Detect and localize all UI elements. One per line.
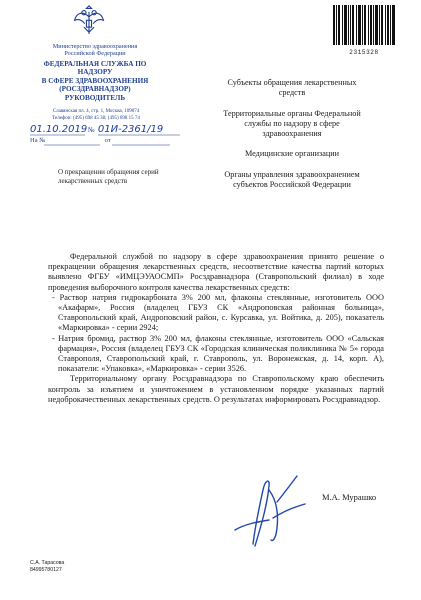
- list-item: - Натрия бромид, раствор 3% 200 мл, флаконы стеклянные, изготовитель ООО «Сальская фармация», Россия (владелец ГБУЗ СК «Городская клиническая поликлиника № 5» города Ставрополя, Ставропольский край, г. Ставрополь, ул. Воронежская, д. 14, корп. А), показатели: «Упаковка», «Маркировка» - серии 3526.: [52, 333, 384, 374]
- reference-line: На № от: [30, 137, 111, 144]
- batch-list: [48, 293, 384, 375]
- registration-number: № 01И-2361/19: [88, 124, 164, 135]
- ministry-name: Министерство здравоохранения Российской Федерации: [52, 43, 138, 58]
- signature-icon: [225, 468, 315, 553]
- executor-phone: 84995780127: [30, 566, 62, 573]
- registration-date: 01.10.2019: [30, 124, 88, 135]
- letter-body: [48, 252, 384, 405]
- recipients-block: [216, 78, 368, 200]
- barcode-icon: [333, 5, 395, 45]
- address: Славянская пл. 4, стр. 1, Москва, 109074 Телефон: (495) 698 45 38; (495) 698 15 74: [52, 109, 140, 121]
- executor-name: С.А. Тарасова: [30, 560, 65, 566]
- barcode-number: 2315328: [349, 49, 379, 56]
- coat-of-arms-icon: [72, 5, 106, 39]
- head-title: РУКОВОДИТЕЛЬ: [64, 94, 126, 102]
- signer-name: М.А. Мурашко: [322, 492, 377, 502]
- list-item: - Раствор натрия гидрокарбоната 3% 200 мл, флаконы стеклянные, изготовитель ООО «Акафарм», Россия (владелец ГБУЗ СК «Андроповская районная больница», Ставропольский край, Андроповский район, с. Курсавка, ул. Войтика, д. 205), показатель «Маркировка» - серии 2924;: [52, 292, 384, 333]
- recipient: Органы управления здравоохранением субъектов Российской Федерации: [224, 169, 360, 189]
- subject: О прекращении обращения серий лекарственных средств: [58, 168, 159, 185]
- service-name: ФЕДЕРАЛЬНАЯ СЛУЖБА ПО НАДЗОРУ В СФЕРЕ ЗДРАВООХРАНЕНИЯ (РОСЗДРАВНАДЗОР): [41, 60, 149, 93]
- recipient: Субъекты обращения лекарственных средств: [227, 78, 357, 97]
- recipient: Медицинские организации: [244, 149, 340, 158]
- intro-paragraph: Федеральной службой по надзору в сфере здравоохранения принято решение о прекращении обращения лекарственных средств, несоответствие качества партий которых выявлено ФГБУ «ИМЦЭУАОСМП» Росздравнадзора (Ставропольский филиал) в ходе проведения выборочного контроля качества лекарственных средств:: [48, 252, 384, 292]
- closing-paragraph: Территориальному органу Росздравнадзора по Ставропольскому краю обеспечить контроль за изъятием и уничтожением в установленном порядке указанных партий недоброкачественных лекарственных средств. О результатах информировать Росздравнадзор.: [48, 374, 384, 404]
- recipient: Территориальные органы Федеральной службы по надзору в сфере здравоохранения: [223, 108, 361, 138]
- executor-info: [30, 560, 64, 573]
